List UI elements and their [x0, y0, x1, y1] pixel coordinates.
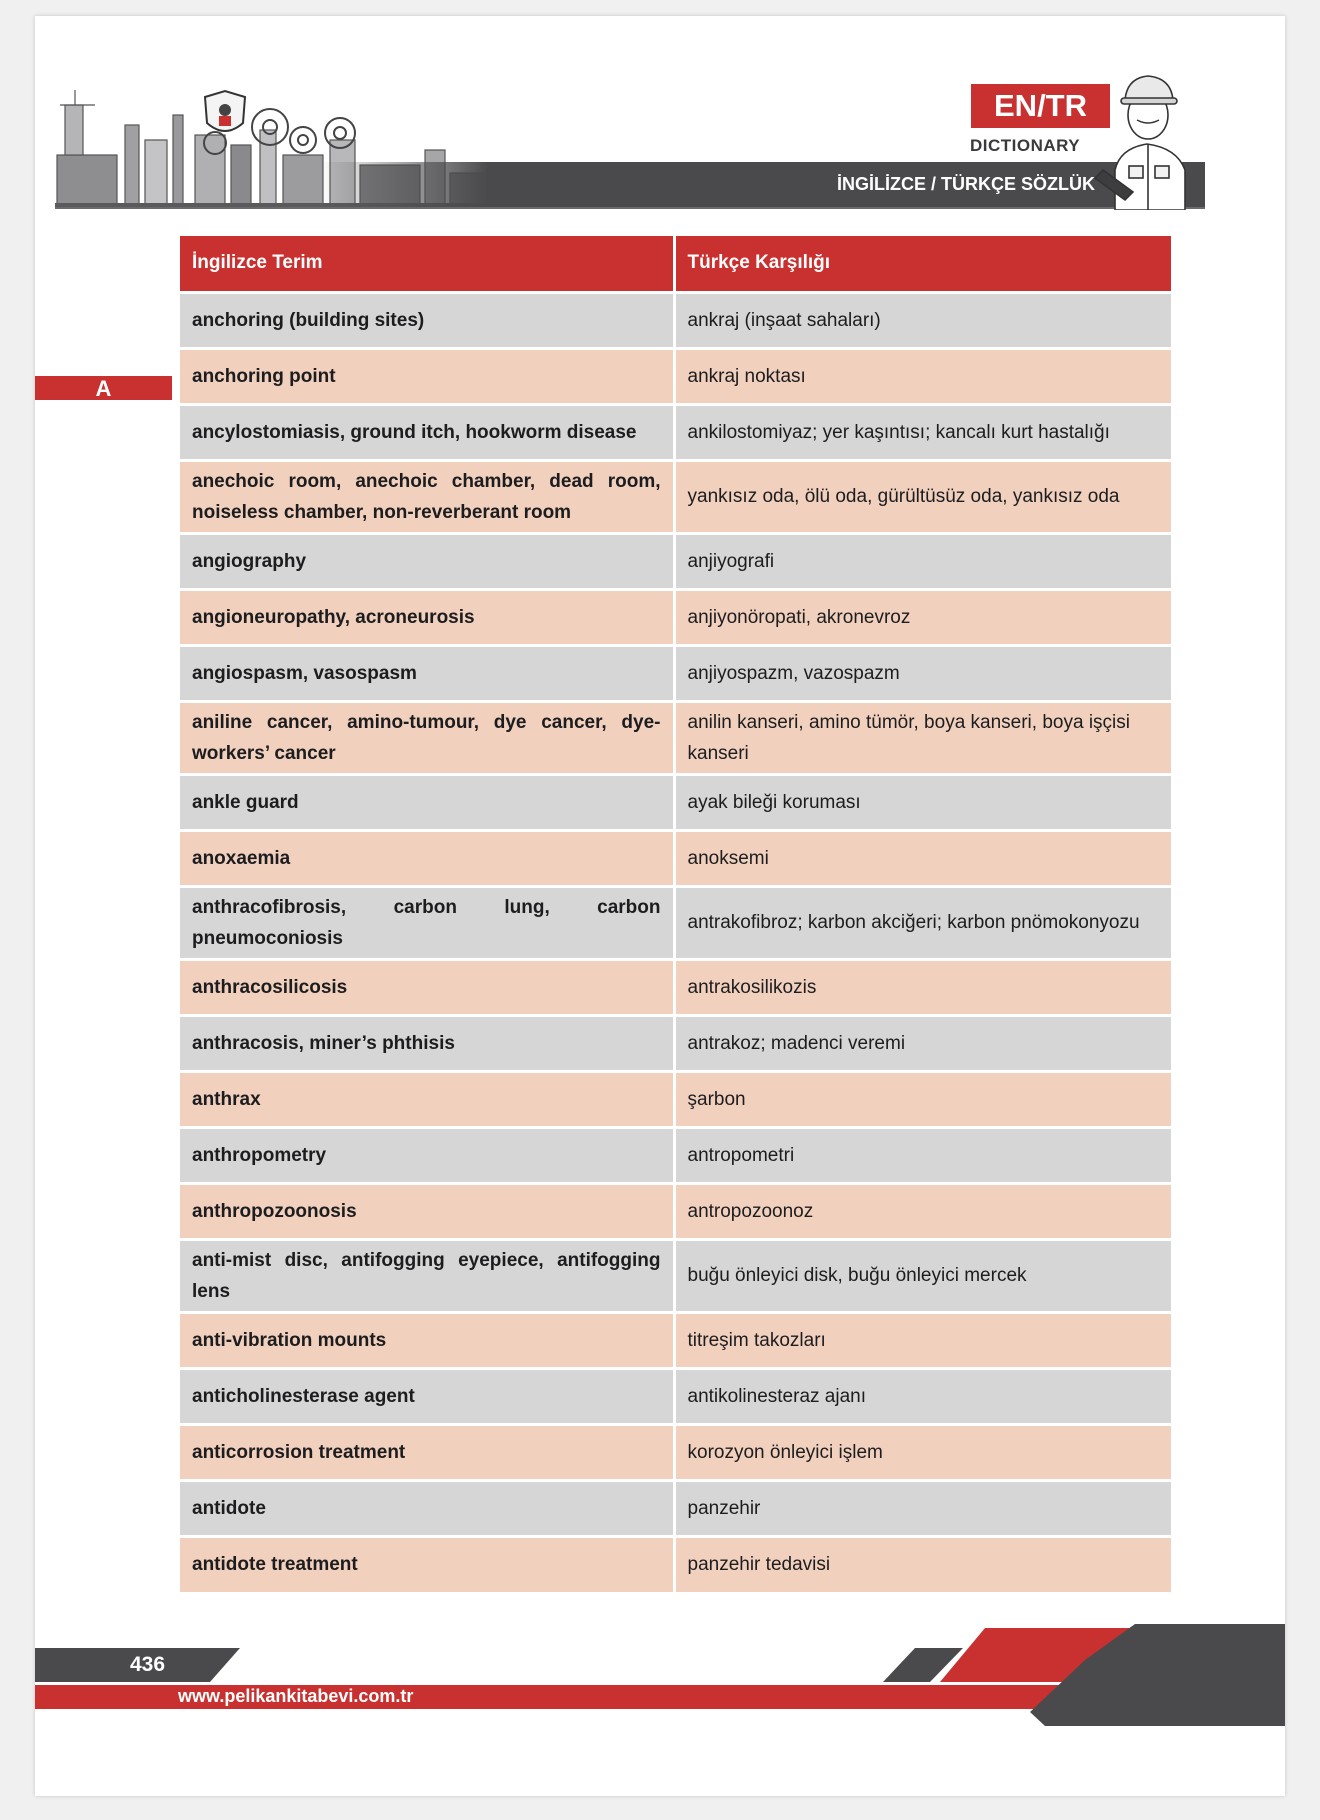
- english-term: anticholinesterase agent: [180, 1368, 674, 1424]
- english-term: antidote: [180, 1480, 674, 1536]
- turkish-term: antikolinesteraz ajanı: [674, 1368, 1171, 1424]
- en-tr-badge: EN/TR: [971, 84, 1110, 128]
- turkish-term: antrakofibroz; karbon akciğeri; karbon pnömokonyozu: [674, 886, 1171, 959]
- turkish-term: anilin kanseri, amino tümör, boya kanseri, boya işçisi kanseri: [674, 701, 1171, 774]
- table-row: [180, 1015, 1171, 1071]
- turkish-term: korozyon önleyici işlem: [674, 1424, 1171, 1480]
- english-term: ancylostomiasis, ground itch, hookworm disease: [180, 404, 674, 460]
- table-row: [180, 1368, 1171, 1424]
- table-row: [180, 1071, 1171, 1127]
- page-subtitle: İNGİLİZCE / TÜRKÇE SÖZLÜK: [837, 174, 1095, 194]
- english-term: ankle guard: [180, 774, 674, 830]
- page-number: 436: [130, 1653, 166, 1676]
- english-term: anthrax: [180, 1071, 674, 1127]
- turkish-term: panzehir: [674, 1480, 1171, 1536]
- table-row: [180, 1127, 1171, 1183]
- turkish-term: antropozoonoz: [674, 1183, 1171, 1239]
- turkish-term: antrakosilikozis: [674, 959, 1171, 1015]
- turkish-term: antropometri: [674, 1127, 1171, 1183]
- table-row: [180, 959, 1171, 1015]
- turkish-term: ankraj noktası: [674, 348, 1171, 404]
- dictionary-table: [180, 236, 1171, 1592]
- english-term: angiospasm, vasospasm: [180, 645, 674, 701]
- table-row: [180, 1183, 1171, 1239]
- header-rule: [55, 207, 1205, 209]
- english-term: anchoring (building sites): [180, 292, 674, 348]
- table-row: [180, 701, 1171, 774]
- table-row: [180, 1239, 1171, 1312]
- turkish-term: anjiyospazm, vazospazm: [674, 645, 1171, 701]
- turkish-term: yankısız oda, ölü oda, gürültüsüz oda, yankısız oda: [674, 460, 1171, 533]
- dictionary-label: DICTIONARY: [970, 136, 1081, 155]
- table-header-row: [180, 236, 1171, 292]
- english-term: anthropozoonosis: [180, 1183, 674, 1239]
- table-row: [180, 886, 1171, 959]
- english-term: anthropometry: [180, 1127, 674, 1183]
- turkish-term: antrakoz; madenci veremi: [674, 1015, 1171, 1071]
- english-term: angioneuropathy, acroneurosis: [180, 589, 674, 645]
- turkish-term: ayak bileği koruması: [674, 774, 1171, 830]
- english-term: anthracosilicosis: [180, 959, 674, 1015]
- table-row: [180, 1424, 1171, 1480]
- table-row: [180, 645, 1171, 701]
- section-letter-tab: A: [35, 376, 172, 400]
- table-row: [180, 460, 1171, 533]
- table-row: [180, 774, 1171, 830]
- header-english-term: İngilizce Terim: [180, 236, 674, 292]
- table-row: [180, 830, 1171, 886]
- footer-decoration: [35, 1620, 1285, 1730]
- english-term: anchoring point: [180, 348, 674, 404]
- table-row: [180, 589, 1171, 645]
- english-term: aniline cancer, amino-tumour, dye cancer, dye-workers’ cancer: [180, 701, 674, 774]
- table-row: [180, 292, 1171, 348]
- turkish-term: ankraj (inşaat sahaları): [674, 292, 1171, 348]
- turkish-term: anoksemi: [674, 830, 1171, 886]
- worker-with-tablet-illustration: [1085, 70, 1210, 210]
- header-band-fade: [320, 162, 560, 208]
- table-row: [180, 404, 1171, 460]
- table-row: [180, 348, 1171, 404]
- table-row: [180, 1536, 1171, 1592]
- header-turkish-equivalent: Türkçe Karşılığı: [674, 236, 1171, 292]
- english-term: anti-vibration mounts: [180, 1312, 674, 1368]
- turkish-term: titreşim takozları: [674, 1312, 1171, 1368]
- english-term: anti-mist disc, antifogging eyepiece, antifogging lens: [180, 1239, 674, 1312]
- table-row: [180, 533, 1171, 589]
- turkish-term: anjiyografi: [674, 533, 1171, 589]
- turkish-term: anjiyonöropati, akronevroz: [674, 589, 1171, 645]
- website-link[interactable]: www.pelikankitabevi.com.tr: [178, 1686, 414, 1706]
- turkish-term: ankilostomiyaz; yer kaşıntısı; kancalı kurt hastalığı: [674, 404, 1171, 460]
- turkish-term: şarbon: [674, 1071, 1171, 1127]
- turkish-term: buğu önleyici disk, buğu önleyici mercek: [674, 1239, 1171, 1312]
- english-term: antidote treatment: [180, 1536, 674, 1592]
- english-term: angiography: [180, 533, 674, 589]
- english-term: anthracofibrosis, carbon lung, carbon pneumoconiosis: [180, 886, 674, 959]
- table-row: [180, 1312, 1171, 1368]
- table-row: [180, 1480, 1171, 1536]
- english-term: anoxaemia: [180, 830, 674, 886]
- turkish-term: panzehir tedavisi: [674, 1536, 1171, 1592]
- english-term: anticorrosion treatment: [180, 1424, 674, 1480]
- english-term: anthracosis, miner’s phthisis: [180, 1015, 674, 1071]
- english-term: anechoic room, anechoic chamber, dead room, noiseless chamber, non-reverberant room: [180, 460, 674, 533]
